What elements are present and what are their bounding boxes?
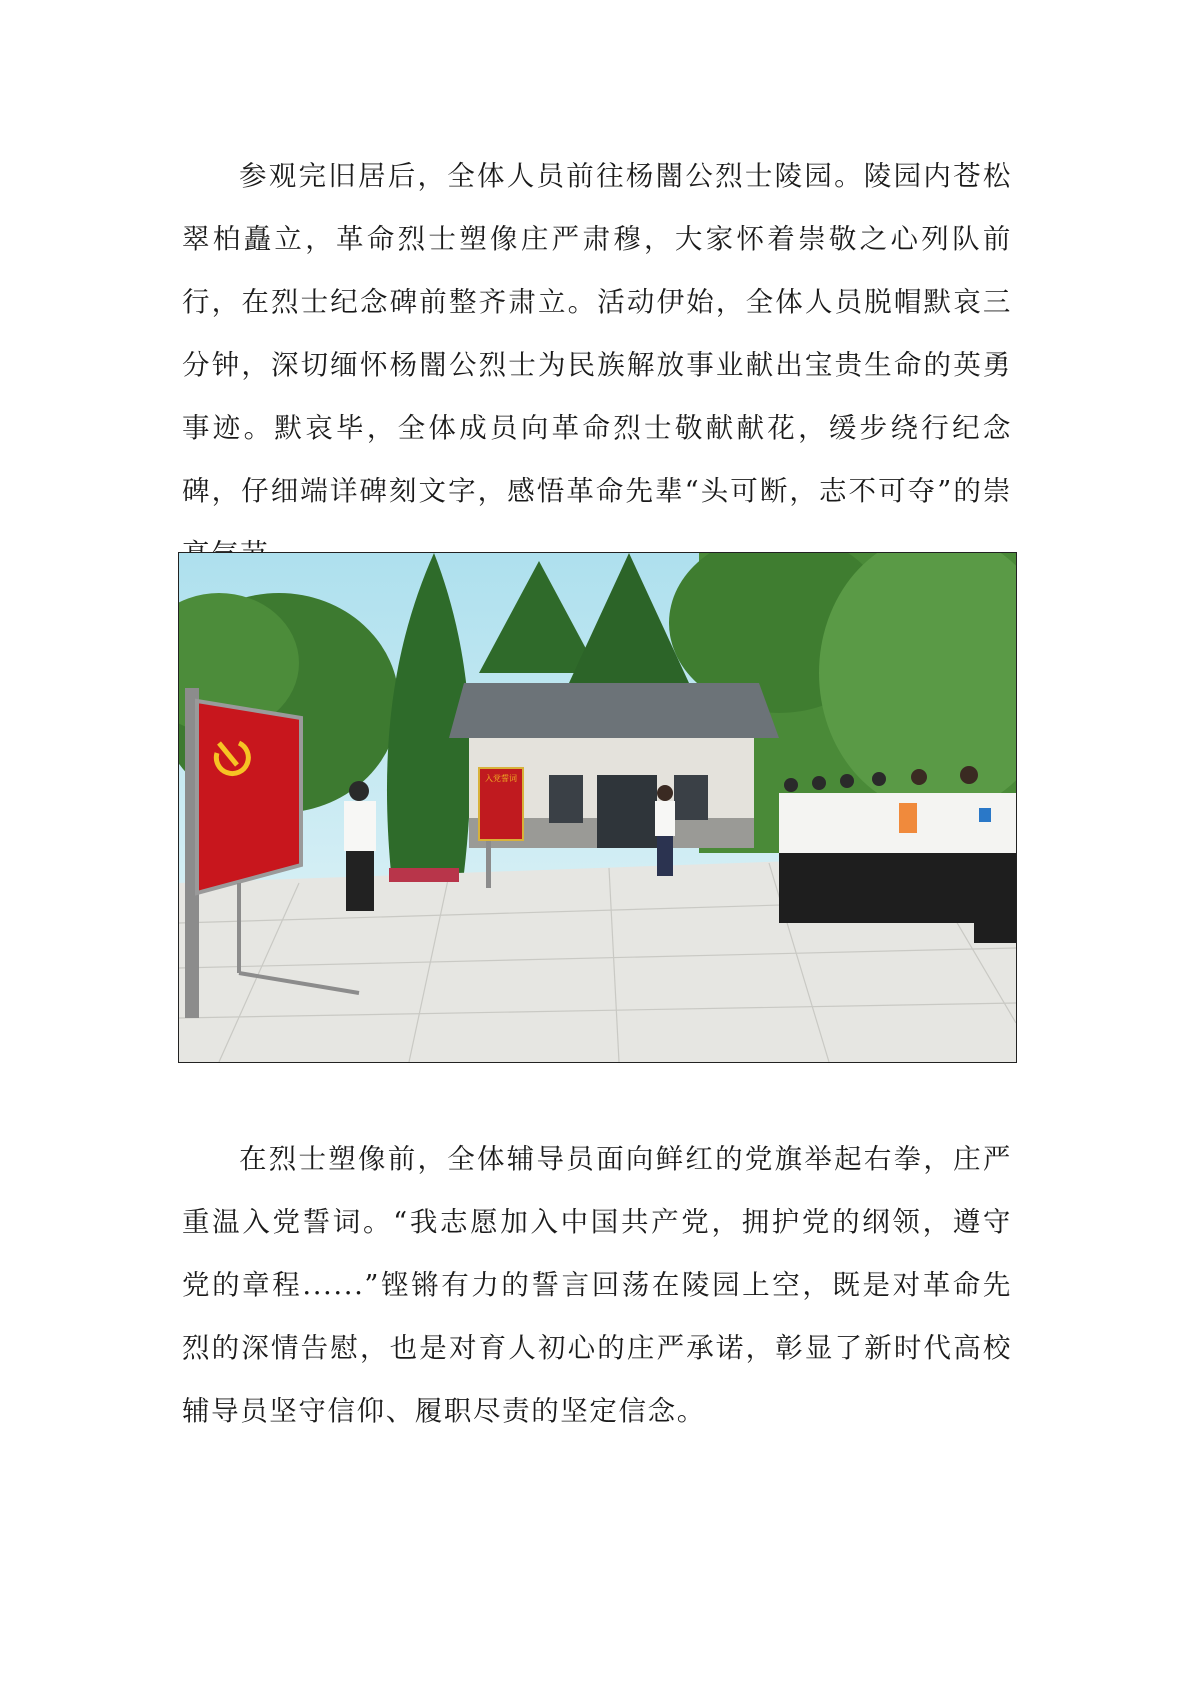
flower-bed: [389, 868, 459, 882]
oath-sign-title: 入党誓词: [485, 774, 517, 783]
oath-ceremony-photo: [178, 552, 1017, 1063]
building-door: [597, 775, 657, 848]
paragraph-oath-renewal: 在烈士塑像前，全体辅导员面向鲜红的党旗举起右拳，庄严重温入党誓词。“我志愿加入中国共产党，拥护党的纲领，遵守党的章程......”铿锵有力的誓言回荡在陵园上空，既是对革命先烈的深情告慰，也是对育人初心的庄严承诺，彰显了新时代高校辅导员坚守信仰、履职尽责的坚定信念。: [182, 1143, 1012, 1427]
building-roof: [449, 683, 779, 738]
party-flag: [197, 701, 301, 893]
paragraph-memorial-visit: 参观完旧居后，全体人员前往杨闇公烈士陵园。陵园内苍松翠柏矗立，革命烈士塑像庄严肃穆，大家怀着崇敬之心列队前行，在烈士纪念碑前整齐肃立。活动伊始，全体人员脱帽默哀三分钟，深切缅怀杨闇公烈士为民族解放事业献出宝贵生命的英勇事迹。默哀毕，全体成员向革命烈士敬献献花，缓步绕行纪念碑，仔细端详碑刻文字，感悟革命先辈“头可断，志不可夺”的崇: [182, 160, 1012, 507]
